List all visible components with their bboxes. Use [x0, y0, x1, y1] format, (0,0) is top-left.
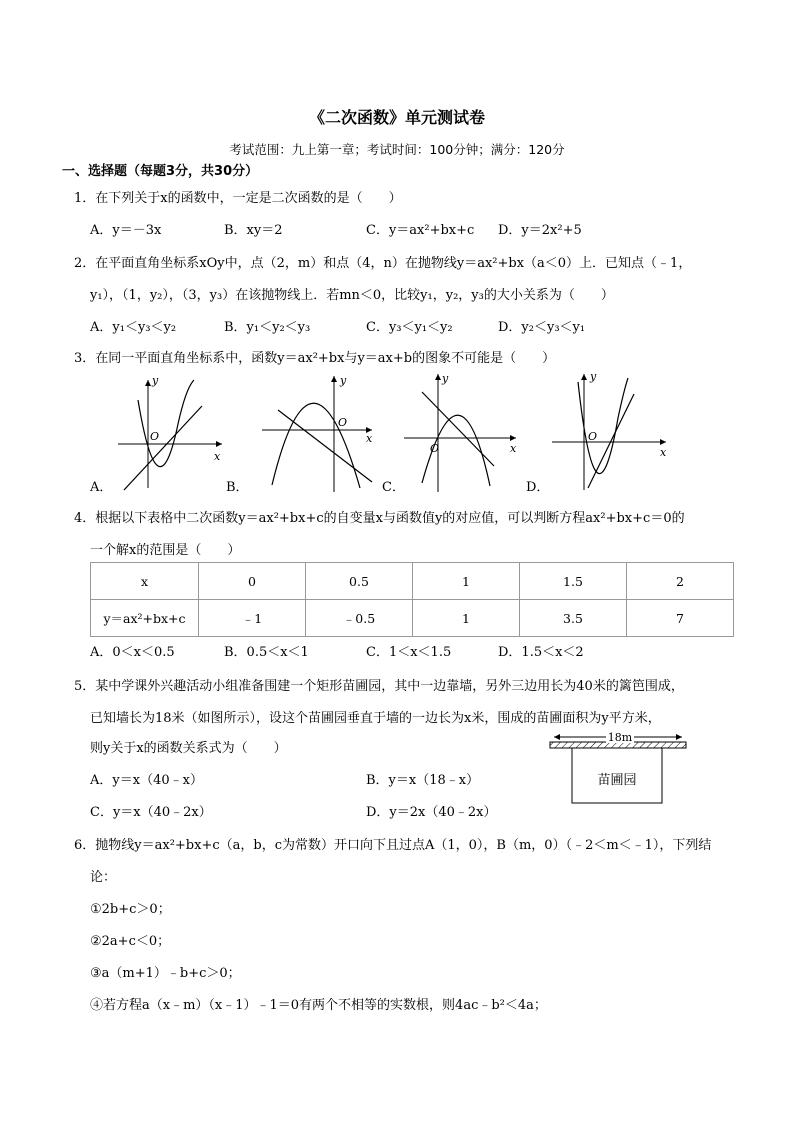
table-cell: 1.5: [520, 563, 627, 600]
q6-conclusion-4: ④若方程a（x﹣m）（x﹣1）﹣1＝0有两个不相等的实数根，则4ac﹣b²＜4a；: [90, 998, 547, 1013]
q1-stem: 1．在下列关于x的函数中，一定是二次函数的是（ ）: [74, 191, 402, 206]
q1-option-b: B．xy＝2: [224, 223, 283, 238]
axis-x-label: x: [366, 432, 373, 445]
table-cell: x: [91, 563, 199, 600]
garden-label: 苗圃园: [597, 773, 637, 788]
q4-option-d: D．1.5＜x＜2: [498, 645, 584, 660]
q5-stem-line1: 5．某中学课外兴趣活动小组准备围建一个矩形苗圃园，其中一边靠墙，另外三边用长为40米的篱笆围成，: [74, 679, 684, 694]
table-row: [91, 563, 734, 600]
q2-stem-line2: y₁），（1，y₂），（3，y₃）在该抛物线上．若mn＜0，比较y₁，y₂，y₃的大小关系为（ ）: [90, 288, 614, 303]
axis-x-label: x: [510, 442, 517, 455]
q4-stem-line1: 4．根据以下表格中二次函数y＝ax²+bx+c的自变量x与函数值y的对应值，可以判断方程ax²+bx+c＝0的: [74, 511, 685, 526]
axis-x-label: x: [660, 446, 667, 459]
q3-graph-c: [382, 368, 524, 495]
q5-option-b: B．y＝x（18﹣x）: [366, 773, 480, 788]
table-cell: y＝ax²+bx+c: [91, 600, 199, 637]
section-heading: 一、选择题（每题3分，共30分）: [62, 164, 259, 179]
q6-conclusion-2: ②2a+c＜0；: [90, 934, 171, 949]
table-cell: 7: [627, 600, 734, 637]
q3-stem: 3．在同一平面直角坐标系中，函数y＝ax²+bx与y＝ax+b的图象不可能是（ ）: [74, 351, 556, 366]
q3-option-c: C．: [382, 480, 405, 495]
q4-stem-line2: 一个解x的范围是（ ）: [90, 543, 241, 558]
table-cell: 2: [627, 563, 734, 600]
q3-graph-a: [90, 370, 230, 495]
axis-y-label: y: [340, 374, 347, 387]
q3-graph-d: [526, 370, 676, 495]
q3-option-b: B．: [226, 480, 249, 495]
axis-y-label: y: [442, 372, 449, 385]
origin-label: O: [588, 430, 598, 443]
table-cell: ﹣1: [199, 600, 306, 637]
q2-option-c: C．y₃＜y₁＜y₂: [366, 320, 453, 335]
q1-option-a: A．y＝－3x: [90, 223, 162, 238]
axis-y-label: y: [590, 370, 597, 383]
q6-stem-line2: 论：: [90, 870, 117, 885]
q1-option-c: C．y＝ax²+bx+c: [366, 223, 475, 238]
table-cell: 1: [413, 600, 520, 637]
q4-value-table: [90, 562, 734, 637]
q4-option-a: A．0＜x＜0.5: [90, 645, 175, 660]
q5-garden-figure: [546, 728, 692, 806]
axis-x-label: x: [214, 450, 221, 463]
table-cell: 3.5: [520, 600, 627, 637]
table-cell: ﹣0.5: [306, 600, 413, 637]
q1-option-d: D．y＝2x²+5: [498, 223, 582, 238]
q5-option-a: A．y＝x（40﹣x）: [90, 773, 203, 788]
table-cell: 1: [413, 563, 520, 600]
q4-option-b: B．0.5＜x＜1: [224, 645, 309, 660]
q6-conclusion-3: ③a（m+1）﹣b+c＞0；: [90, 966, 241, 981]
table-row: [91, 600, 734, 637]
q3-option-a: A．: [90, 480, 113, 495]
q5-stem-line2: 已知墙长为18米（如图所示），设这个苗圃园垂直于墙的一边长为x米，围成的苗圃面积为y平方米，: [90, 711, 661, 726]
q3-graph-b: [226, 370, 380, 495]
q5-option-d: D．y＝2x（40﹣2x）: [366, 805, 497, 820]
table-cell: 0: [199, 563, 306, 600]
q2-option-b: B．y₁＜y₂＜y₃: [224, 320, 311, 335]
q2-option-d: D．y₂＜y₃＜y₁: [498, 320, 586, 335]
origin-label: O: [338, 416, 348, 429]
q6-conclusion-1: ①2b+c＞0；: [90, 902, 171, 917]
q2-stem-line1: 2．在平面直角坐标系xOy中，点（2，m）和点（4，n）在抛物线y＝ax²+bx（a＜0）上．已知点（﹣1，: [74, 256, 692, 271]
page-title: 《二次函数》单元测试卷: [308, 108, 485, 127]
q2-option-a: A．y₁＜y₃＜y₂: [90, 320, 177, 335]
q6-stem-line1: 6．抛物线y＝ax²+bx+c（a，b，c为常数）开口向下且过点A（1，0），B（m，0）（﹣2＜m＜﹣1），下列结: [74, 838, 712, 853]
q4-option-c: C．1＜x＜1.5: [366, 645, 452, 660]
axis-y-label: y: [152, 374, 159, 387]
q3-option-d: D．: [526, 480, 550, 495]
origin-label: O: [430, 442, 440, 455]
exam-info: 考试范围：九上第一章；考试时间：100分钟；满分：120分: [229, 142, 565, 157]
wall-length-label: 18m: [607, 731, 633, 744]
q5-option-c: C．y＝x（40﹣2x）: [90, 805, 212, 820]
q5-stem-line3: 则y关于x的函数关系式为（ ）: [90, 741, 287, 756]
table-cell: 0.5: [306, 563, 413, 600]
origin-label: O: [150, 430, 160, 443]
